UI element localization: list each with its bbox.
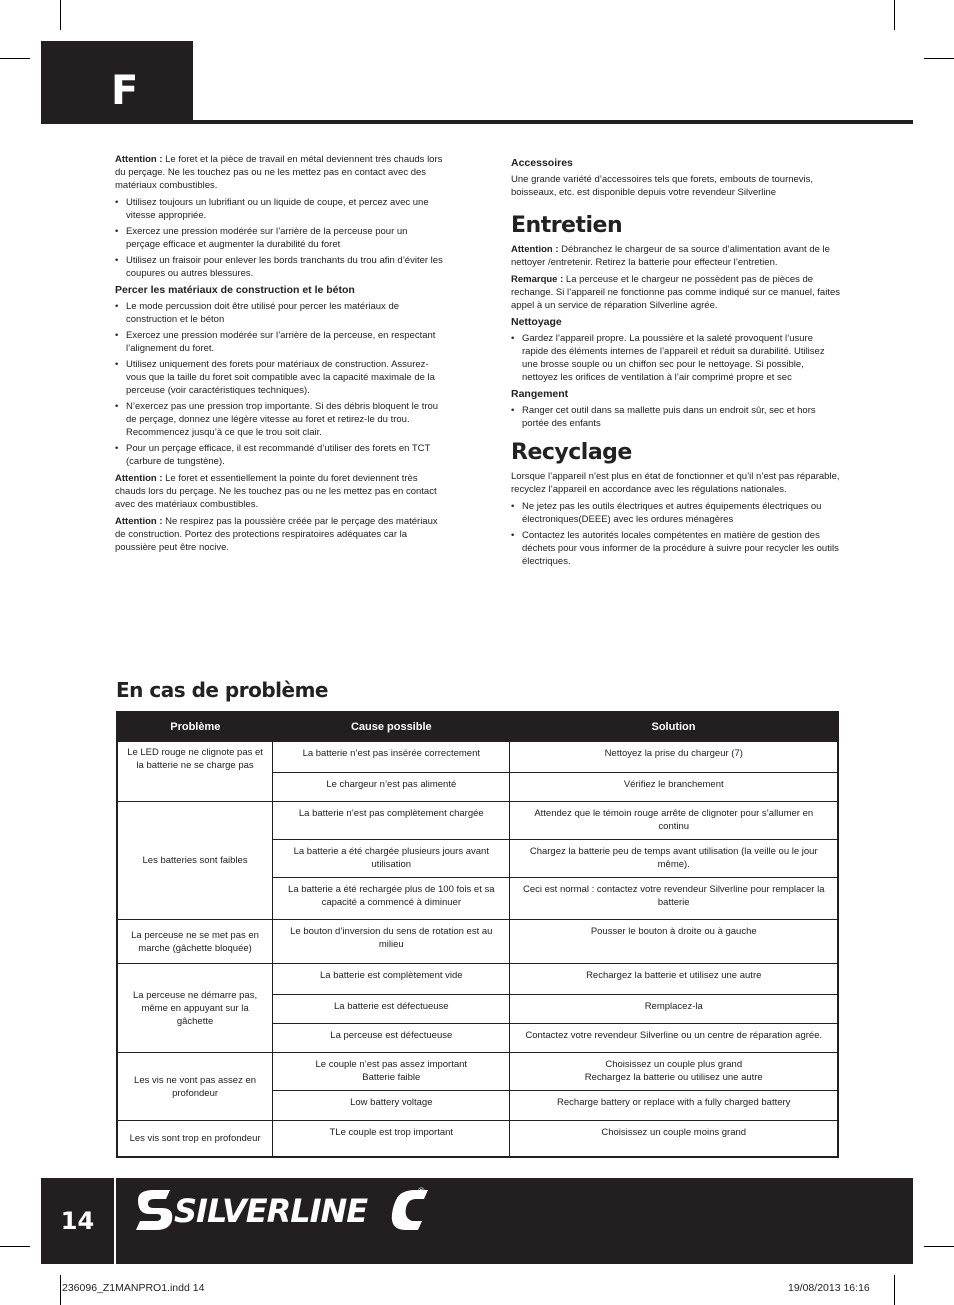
table-row [117, 802, 838, 840]
list-item: • Utilisez uniquement des forets pour matériaux de construction. Assurez-vous que la taille du foret soit compatible avec la capacité maximale de la perceuse (voir caractéristiques techniques). [115, 358, 443, 397]
list-item: • Contactez les autorités locales compétentes en matière de gestion des déchets pour vous informer de la procédure à suivre pour recycler les outils électriques. [511, 529, 841, 568]
right-column [511, 153, 841, 572]
accessories-text: Une grande variété d’accessoires tels que forets, embouts de tournevis, boisseaux, etc. est disponible depuis votre revendeur Silverline [511, 174, 814, 198]
solution-cell: Attendez que le témoin rouge arrête de clignoter pour s’allumer en continu [510, 802, 838, 840]
table-body [117, 742, 838, 1157]
cause-cell: TLe couple est trop important [273, 1121, 510, 1157]
cause-cell: Low battery voltage [273, 1091, 510, 1121]
drilling-tips-list [115, 196, 443, 280]
problem-cell: La perceuse ne se met pas en marche (gâchette bloquée) [117, 920, 273, 964]
table-row [117, 920, 838, 964]
section-tab [41, 41, 193, 124]
solution-cell: Choisissez un couple moins grand [510, 1121, 838, 1157]
recycling-list [511, 500, 841, 568]
solution-cell: Contactez votre revendeur Silverline ou un centre de réparation agrée. [510, 1024, 838, 1053]
solution-cell: Ceci est normal : contactez votre revendeur Silverline pour remplacer la batterie [510, 878, 838, 920]
file-slug: 236096_Z1MANPRO1.indd 14 [62, 1282, 205, 1294]
list-item: • Utilisez un fraisoir pour enlever les bords tranchants du trou afin d’éviter les coupures ou autres blessures. [115, 254, 443, 280]
solution-cell: Chargez la batterie peu de temps avant utilisation (la veille ou le jour même). [510, 840, 838, 878]
table-header-row [117, 712, 838, 742]
solution-cell: Pousser le bouton à droite ou à gauche [510, 920, 838, 964]
crop-mark [894, 0, 895, 30]
section-letter: F [111, 68, 139, 114]
cause-cell: La perceuse est défectueuse [273, 1024, 510, 1053]
list-item: • Utilisez toujours un lubrifiant ou un liquide de coupe, et percez avec une vitesse appropriée. [115, 196, 443, 222]
list-item: • Le mode percussion doit être utilisé pour percer les matériaux de construction et le béton [115, 300, 443, 326]
cause-cell: La batterie est défectueuse [273, 995, 510, 1024]
table-row [117, 1053, 838, 1091]
cause-cell: La batterie est complètement vide [273, 964, 510, 995]
list-item: • Ne jetez pas les outils électriques et autres équipements électriques ou électroniques(DEEE) avec les ordures ménagères [511, 500, 841, 526]
cause-cell: La batterie n’est pas insérée correctement [273, 742, 510, 773]
header-problem: Problème [117, 712, 273, 742]
problem-cell: Les vis ne vont pas assez en profondeur [117, 1053, 273, 1121]
maintenance-heading: Entretien [511, 213, 623, 238]
header-solution: Solution [510, 712, 838, 742]
solution-cell: Vérifiez le branchement [510, 773, 838, 802]
table-row [117, 964, 838, 995]
list-item: • Exercez une pression modérée sur l’arrière de la perceuse, en respectant l’alignement du foret. [115, 329, 443, 355]
storage-list [511, 404, 841, 430]
solution-cell: Recharge battery or replace with a fully charged battery [510, 1091, 838, 1121]
crop-mark [924, 1246, 954, 1247]
maintenance-remark: Remarque : La perceuse et le chargeur ne possèdent pas de pièces de rechange. Si l’appareil ne fonctionne pas comme indiqué sur ce manuel, faites appel à un service de réparation Silverline agrée. [511, 274, 840, 311]
header-rule [193, 120, 913, 124]
registered-mark: ® [418, 1186, 425, 1196]
storage-heading: Rangement [511, 388, 569, 400]
table-row [117, 742, 838, 773]
attention-paragraph: Attention : Le foret et essentiellement la pointe du foret deviennent très chauds lors du perçage. Ne les touchez pas ou ne les mettez pas en contact avec des matériaux combustibles. [115, 473, 437, 510]
troubleshooting-title: En cas de problème [116, 678, 328, 702]
crop-mark [0, 58, 30, 59]
problem-cell: Les batteries sont faibles [117, 802, 273, 920]
crop-mark [894, 1275, 895, 1305]
masonry-tips-list [115, 300, 443, 468]
solution-cell: Rechargez la batterie et utilisez une autre [510, 964, 838, 995]
cause-cell: La batterie n’est pas complètement chargée [273, 802, 510, 840]
crop-mark [60, 0, 61, 30]
solution-cell: Remplacez-la [510, 995, 838, 1024]
crop-mark [60, 1275, 61, 1305]
recycling-text: Lorsque l’appareil n’est plus en état de fonctionner et qu’il n’est pas réparable, recyclez l’appareil en accordance avec les régulations nationales. [511, 471, 840, 495]
crop-mark [924, 58, 954, 59]
silverline-logo [134, 1186, 430, 1236]
list-item: • Pour un perçage efficace, il est recommandé d’utiliser des forets en TCT (carbure de tungstène). [115, 442, 443, 468]
date-slug: 19/08/2013 16:16 [788, 1282, 870, 1294]
accessories-heading: Accessoires [511, 157, 573, 169]
subheading: Percer les matériaux de construction et le béton [115, 284, 355, 296]
crop-mark [0, 1246, 30, 1247]
cause-cell: La batterie a été chargée plusieurs jours avant utilisation [273, 840, 510, 878]
list-item: • N’exercez pas une pression trop importante. Si des débris bloquent le trou de perçage, donnez une légère vitesse au foret et retirez-le du trou. Recommencez jusqu’à ce que le trou soit clair. [115, 400, 443, 439]
table-row [117, 1121, 838, 1157]
cleaning-heading: Nettoyage [511, 316, 562, 328]
recycling-heading: Recyclage [511, 440, 632, 465]
list-item: • Gardez l’appareil propre. La poussière et la saleté provoquent l’usure rapide des éléments internes de l’appareil et réduit sa durabilité. Utilisez une brosse souple ou un chiffon sec pour le nettoyage. Si possible, nettoyez les orifices de ventilation à l’air comprimé propre et sec [511, 332, 841, 384]
cause-cell: Le chargeur n’est pas alimenté [273, 773, 510, 802]
cleaning-list [511, 332, 841, 384]
problem-cell: Le LED rouge ne clignote pas et la batterie ne se charge pas [117, 742, 273, 802]
footer-divider [114, 1178, 116, 1264]
list-item: • Ranger cet outil dans sa mallette puis dans un endroit sûr, sec et hors portée des enfants [511, 404, 841, 430]
page-number: 14 [60, 1207, 95, 1235]
problem-cell: La perceuse ne démarre pas, même en appuyant sur la gâchette [117, 964, 273, 1053]
problem-cell: Les vis sont trop en profondeur [117, 1121, 273, 1157]
troubleshooting-table [116, 711, 839, 1158]
logo-wordmark: SILVERLINE [174, 1192, 368, 1230]
cause-cell: La batterie a été rechargée plus de 100 fois et sa capacité a commencé à diminuer [273, 878, 510, 920]
attention-paragraph: Attention : Le foret et la pièce de travail en métal deviennent très chauds lors du perçage. Ne les touchez pas ou ne les mettez pas en contact avec des matériaux combustibles. [115, 154, 443, 191]
solution-cell: Nettoyez la prise du chargeur (7) [510, 742, 838, 773]
list-item: • Exercez une pression modérée sur l’arrière de la perceuse pour un perçage efficace et augmenter la durabilité du foret [115, 225, 443, 251]
maintenance-warning: Attention : Débranchez le chargeur de sa source d’alimentation avant de le nettoyer /entretenir. Retirez la batterie pour effecteur l’entretien. [511, 244, 830, 268]
cause-cell: Le couple n’est pas assez important Batterie faible [273, 1053, 510, 1091]
left-column [115, 153, 443, 558]
attention-paragraph: Attention : Ne respirez pas la poussière créée par le perçage des matériaux de construction. Portez des protections respiratoires adéquates car la poussière peut être nocive. [115, 516, 438, 553]
header-cause: Cause possible [273, 712, 510, 742]
cause-cell: Le bouton d’inversion du sens de rotation est au milieu [273, 920, 510, 964]
solution-cell: Choisissez un couple plus grand Rechargez la batterie ou utilisez une autre [510, 1053, 838, 1091]
